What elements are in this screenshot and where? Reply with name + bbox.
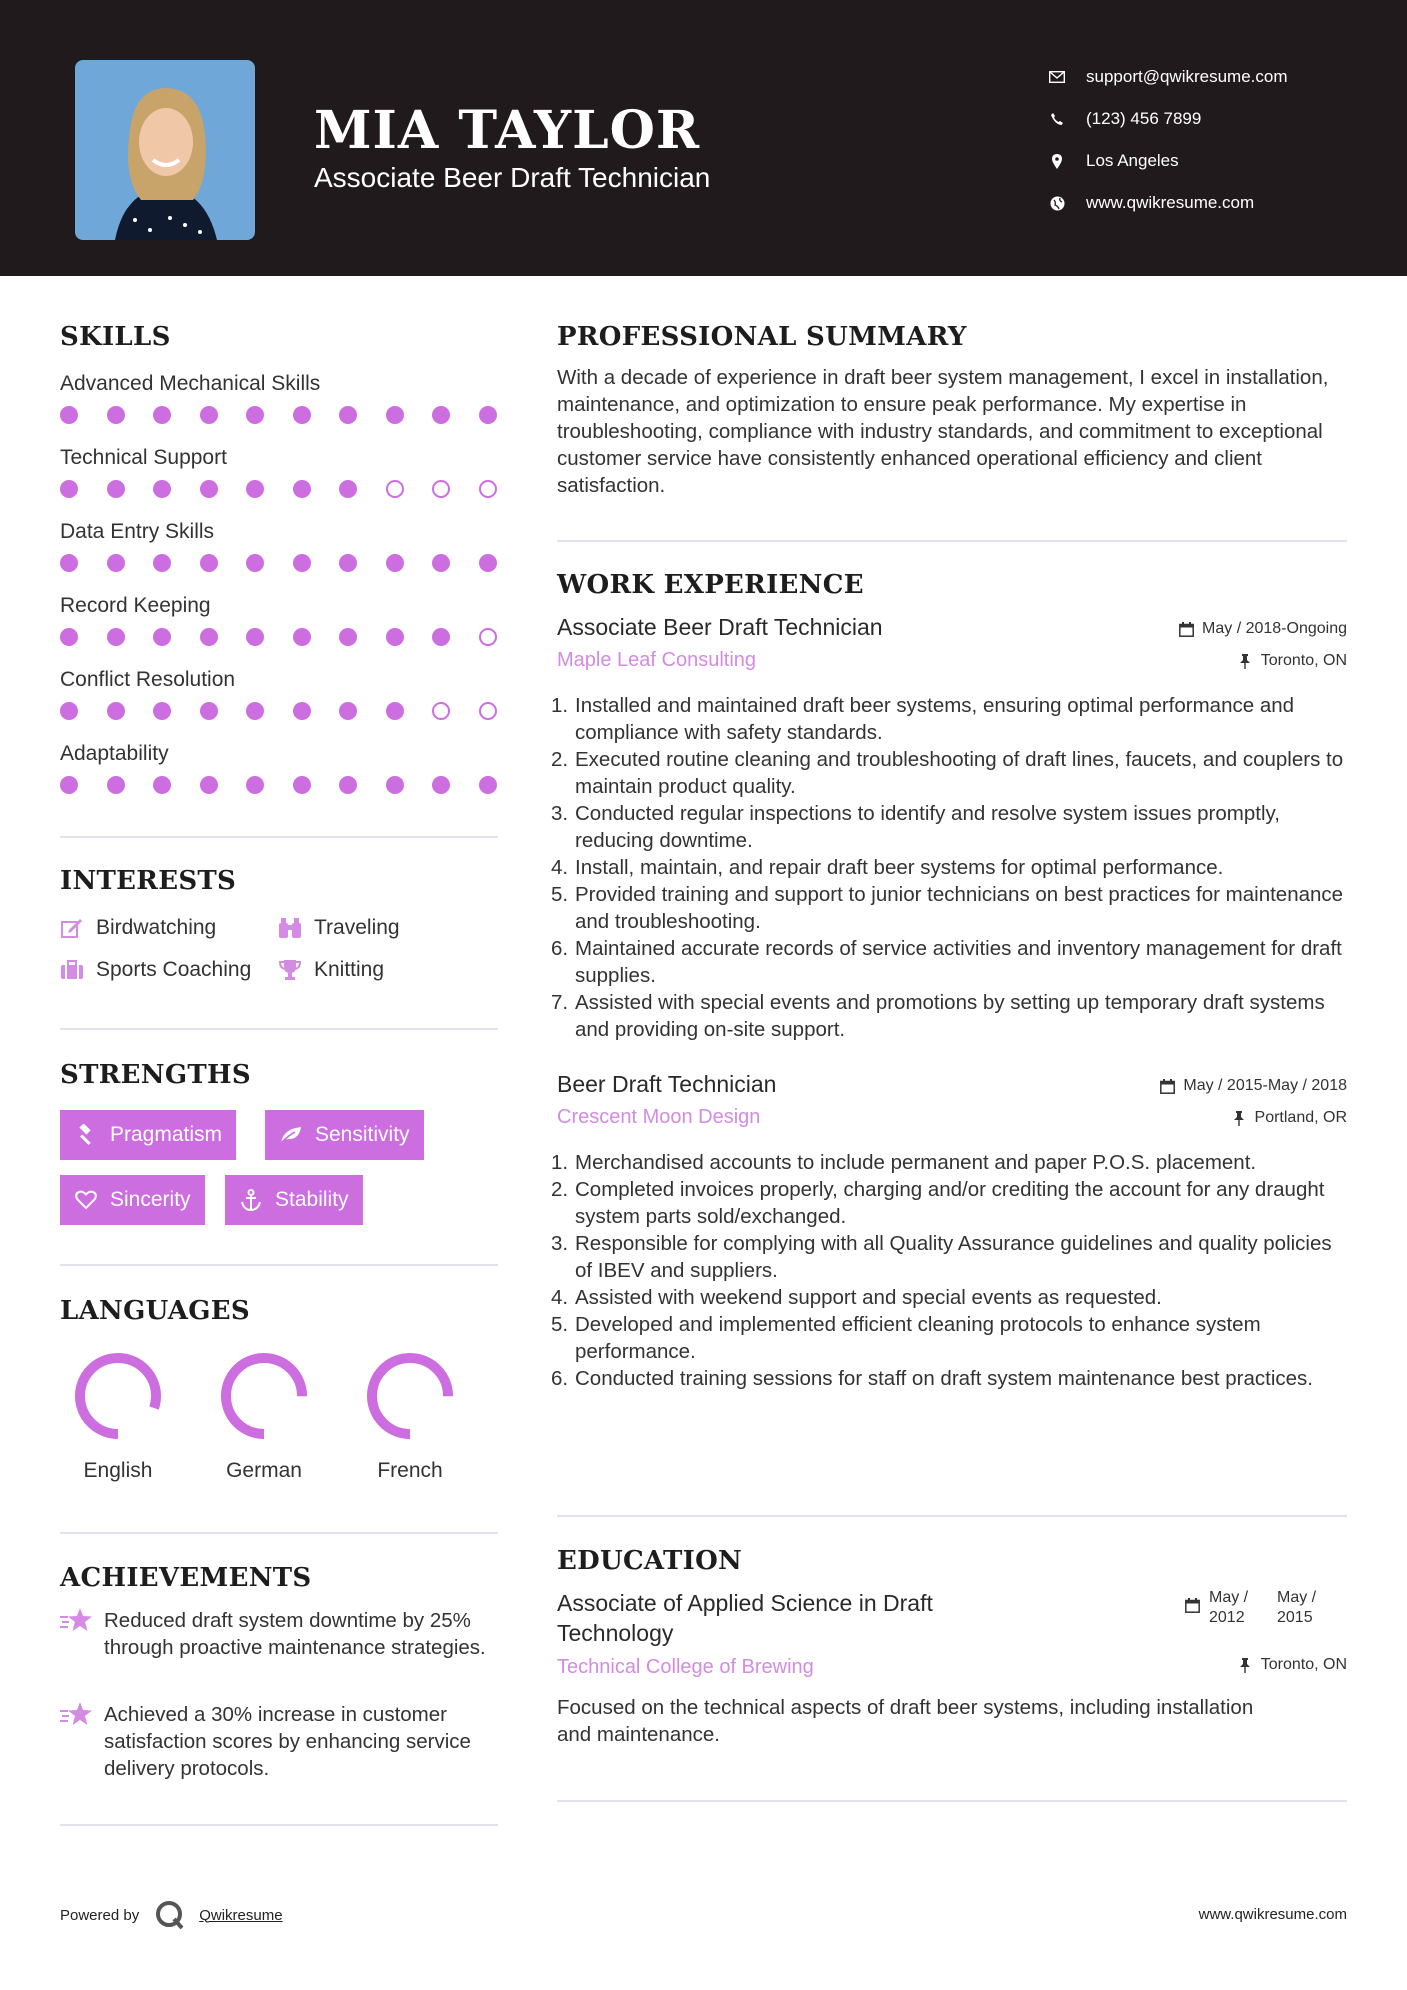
map-pin-icon [1048, 152, 1066, 170]
strength-label: Stability [275, 1188, 349, 1211]
rating-dot-empty [386, 480, 404, 498]
rating-dot-filled [339, 406, 357, 424]
language-item [350, 1346, 470, 1483]
phone-icon [1048, 110, 1066, 128]
rating-dot-filled [153, 406, 171, 424]
skill-rating [60, 476, 498, 518]
rating-dot-filled [60, 406, 78, 424]
interest-item [60, 958, 278, 982]
rating-dot-filled [293, 702, 311, 720]
skill-name: Adaptability [60, 742, 169, 765]
rating-dot-filled [339, 702, 357, 720]
rating-dot-filled [339, 480, 357, 498]
strength-tag [60, 1110, 236, 1160]
education-date [1185, 1588, 1347, 1628]
list-item: 4. Install, maintain, and repair draft beer systems for optimal performance. [551, 856, 1224, 879]
education-school: Technical College of Brewing [557, 1656, 814, 1678]
language-level-ring [214, 1346, 314, 1446]
strength-tag [225, 1175, 363, 1225]
rating-dot-filled [246, 628, 264, 646]
job-location-text: Toronto, ON [1260, 652, 1347, 669]
skill-rating [60, 772, 498, 814]
contact-location-text: Los Angeles [1086, 151, 1179, 170]
language-item [58, 1346, 178, 1483]
rating-dot-filled [153, 480, 171, 498]
rating-dot-filled [293, 776, 311, 794]
interests-heading: INTERESTS [60, 866, 237, 896]
rating-dot-filled [246, 776, 264, 794]
rating-dot-filled [60, 776, 78, 794]
experience-section [551, 570, 1347, 1392]
footer-powered [60, 1900, 283, 1930]
globe-icon [1048, 194, 1066, 212]
list-item: 6. Maintained accurate records of service activities and inventory management for draft supplies. [551, 937, 1342, 987]
rating-dot-filled [293, 554, 311, 572]
rating-dot-filled [200, 480, 218, 498]
strength-tag [265, 1110, 424, 1160]
job-header [557, 1071, 1347, 1135]
interest-label: Birdwatching [96, 916, 217, 939]
rating-dot-filled [153, 628, 171, 646]
summary-heading: PROFESSIONAL SUMMARY [557, 322, 967, 352]
briefcase-icon [60, 958, 84, 982]
list-item: 5. Provided training and support to junior technicians on best practices for maintenance and troubleshooting. [551, 883, 1344, 933]
rating-dot-filled [60, 554, 78, 572]
skill-rating [60, 624, 498, 666]
language-label: German [226, 1459, 302, 1482]
contact-phone-text: (123) 456 7899 [1086, 109, 1202, 128]
language-level-ring [360, 1346, 460, 1446]
experience-heading: WORK EXPERIENCE [557, 570, 864, 600]
language-label: English [83, 1459, 153, 1482]
language-level-arc [372, 1358, 448, 1434]
rating-dot-filled [293, 628, 311, 646]
rating-dot-filled [386, 554, 404, 572]
rating-dot-filled [479, 554, 497, 572]
education-date-end: May / 2015 [1277, 1589, 1317, 1626]
skill-rating [60, 698, 498, 740]
star-icon [60, 1701, 94, 1727]
rating-dot-filled [107, 776, 125, 794]
skill-item [60, 666, 498, 740]
job-bullets [551, 692, 1347, 1043]
interest-label: Traveling [314, 916, 400, 939]
rating-dot-filled [200, 776, 218, 794]
rating-dot-filled [200, 628, 218, 646]
language-level-arc [80, 1358, 156, 1434]
language-level-ring [68, 1346, 168, 1446]
skills-section [60, 322, 498, 814]
job-date-text: May / 2015-May / 2018 [1183, 1077, 1347, 1094]
skill-item [60, 740, 498, 814]
heart-icon [74, 1188, 98, 1212]
language-label: French [377, 1459, 443, 1482]
rating-dot-filled [246, 702, 264, 720]
rating-dot-filled [293, 480, 311, 498]
rating-dot-filled [386, 776, 404, 794]
rating-dot-filled [200, 702, 218, 720]
rating-dot-filled [293, 406, 311, 424]
strength-label: Sensitivity [315, 1123, 410, 1146]
achievements-section [60, 1563, 498, 1793]
rating-dot-filled [60, 702, 78, 720]
rating-dot-filled [386, 628, 404, 646]
profile-photo [75, 60, 255, 240]
education-date-start: May / 2012 [1209, 1589, 1249, 1626]
job-title: Associate Beer Draft Technician [557, 614, 883, 640]
list-item: 2. Executed routine cleaning and troubleshooting of draft lines, faucets, and couplers to maintain product quality. [551, 748, 1344, 798]
skill-name: Advanced Mechanical Skills [60, 372, 321, 395]
rating-dot-filled [246, 480, 264, 498]
contact-website-text: www.qwikresume.com [1086, 193, 1255, 212]
job-date-text: May / 2018-Ongoing [1202, 620, 1347, 637]
rating-dot-filled [339, 554, 357, 572]
rating-dot-empty [432, 702, 450, 720]
job-location-text: Portland, OR [1254, 1109, 1347, 1126]
rating-dot-filled [153, 776, 171, 794]
rating-dot-filled [386, 406, 404, 424]
star-icon [60, 1607, 94, 1633]
contact-email-text: support@qwikresume.com [1086, 67, 1288, 86]
contact-email[interactable] [1048, 56, 1378, 98]
rating-dot-empty [432, 480, 450, 498]
list-item: 1. Installed and maintained draft beer systems, ensuring optimal performance and compliance with safety standards. [551, 694, 1295, 744]
rating-dot-filled [153, 702, 171, 720]
divider [557, 540, 1347, 542]
interest-item [60, 916, 278, 940]
divider [60, 1028, 498, 1030]
divider [557, 1515, 1347, 1517]
skill-item [60, 370, 498, 444]
skill-rating [60, 550, 498, 592]
rating-dot-filled [107, 406, 125, 424]
rating-dot-filled [107, 480, 125, 498]
rating-dot-filled [246, 554, 264, 572]
contact-list [1048, 56, 1378, 224]
interests-list [60, 916, 498, 982]
list-item: 6. Conducted training sessions for staff on draft system maintenance best practices. [551, 1367, 1313, 1390]
job-title: Beer Draft Technician [557, 1071, 777, 1097]
divider [60, 1264, 498, 1266]
strength-tag [60, 1175, 205, 1225]
anchor-icon [239, 1188, 263, 1212]
education-text: Focused on the technical aspects of draft beer systems, including installation and maintenance. [557, 1696, 1254, 1746]
achievement-item [60, 1607, 499, 1661]
job-location [1237, 652, 1347, 670]
leaf-icon [279, 1123, 303, 1147]
qwikresume-link[interactable]: Qwikresume [199, 1906, 283, 1924]
list-item: 7. Assisted with special events and promotions by setting up temporary draft systems and providing on-site support. [551, 991, 1325, 1041]
education-section [557, 1546, 1347, 1748]
job-bullets [551, 1149, 1347, 1392]
job-header [557, 614, 1347, 678]
trophy-icon [278, 958, 302, 982]
language-level-arc [226, 1358, 302, 1434]
interest-label: Sports Coaching [96, 958, 252, 981]
rating-dot-filled [60, 628, 78, 646]
candidate-name: MIA TAYLOR [314, 100, 701, 161]
rating-dot-filled [107, 702, 125, 720]
rating-dot-filled [432, 628, 450, 646]
gavel-icon [74, 1123, 98, 1147]
rating-dot-filled [153, 554, 171, 572]
calendar-icon [1185, 1598, 1201, 1614]
contact-location [1048, 140, 1378, 182]
footer-url[interactable]: www.qwikresume.com [1198, 1906, 1347, 1923]
strength-label: Pragmatism [110, 1123, 223, 1146]
skill-name: Conflict Resolution [60, 668, 236, 691]
divider [60, 836, 498, 838]
contact-phone[interactable] [1048, 98, 1378, 140]
rating-dot-filled [246, 406, 264, 424]
rating-dot-filled [339, 628, 357, 646]
skill-item [60, 518, 498, 592]
education-location [1237, 1656, 1347, 1674]
rating-dot-empty [479, 702, 497, 720]
strengths-section [60, 1060, 498, 1240]
rating-dot-filled [200, 406, 218, 424]
strengths-heading: STRENGTHS [60, 1060, 251, 1090]
skill-name: Record Keeping [60, 594, 211, 617]
achievement-item [60, 1701, 499, 1782]
candidate-title: Associate Beer Draft Technician [314, 162, 711, 193]
rating-dot-filled [107, 554, 125, 572]
list-item: 5. Developed and implemented efficient cleaning protocols to enhance system performance. [551, 1313, 1261, 1363]
rating-dot-filled [479, 776, 497, 794]
list-item: 3. Conducted regular inspections to identify and resolve system issues promptly, reducing downtime. [551, 802, 1280, 852]
rating-dot-filled [339, 776, 357, 794]
education-heading: EDUCATION [557, 1546, 743, 1576]
job-date [1159, 1077, 1347, 1095]
education-location-text: Toronto, ON [1260, 1656, 1347, 1673]
list-item: 2. Completed invoices properly, charging and/or crediting the account for any draught system parts sold/exchanged. [551, 1178, 1325, 1228]
calendar-icon [1159, 1078, 1175, 1094]
job-date [1178, 620, 1347, 638]
pushpin-icon [1237, 653, 1253, 669]
list-item: 4. Assisted with weekend support and special events as requested. [551, 1286, 1162, 1309]
contact-website[interactable] [1048, 182, 1378, 224]
strength-label: Sincerity [110, 1188, 191, 1211]
envelope-icon [1048, 68, 1066, 86]
achievement-text: Reduced draft system downtime by 25% through proactive maintenance strategies. [104, 1609, 486, 1659]
education-header [557, 1588, 1347, 1688]
skills-list [60, 370, 498, 814]
rating-dot-filled [200, 554, 218, 572]
binoculars-icon [278, 916, 302, 940]
list-item: 3. Responsible for complying with all Quality Assurance guidelines and quality policies of IBEV and suppliers. [551, 1232, 1332, 1282]
rating-dot-filled [107, 628, 125, 646]
rating-dot-filled [60, 480, 78, 498]
rating-dot-filled [479, 406, 497, 424]
divider [60, 1532, 498, 1534]
summary-text: With a decade of experience in draft beer system management, I excel in installation, maintenance, and optimization to ensure peak performance. My expertise in troubleshooting, compliance with industry standards, and commitment to exceptional customer service have consistently enhanced operational efficiency and client satisfaction. [557, 366, 1329, 497]
rating-dot-filled [386, 702, 404, 720]
interests-section [60, 866, 498, 982]
divider [60, 1824, 498, 1826]
achievements-heading: ACHIEVEMENTS [60, 1563, 312, 1593]
calendar-icon [1178, 621, 1194, 637]
rating-dot-filled [432, 554, 450, 572]
interest-label: Knitting [314, 958, 385, 981]
language-item [204, 1346, 324, 1483]
skills-heading: SKILLS [60, 322, 171, 352]
languages-section [60, 1296, 498, 1496]
skill-item [60, 592, 498, 666]
list-item: 1. Merchandised accounts to include permanent and paper P.O.S. placement. [551, 1151, 1257, 1174]
skill-item [60, 444, 498, 518]
skill-name: Data Entry Skills [60, 520, 215, 543]
powered-by-label: Powered by [60, 1906, 140, 1924]
education-degree: Associate of Applied Science in Draft Technology [557, 1590, 933, 1646]
interest-item [278, 916, 478, 940]
job-company: Maple Leaf Consulting [557, 649, 757, 671]
summary-section [557, 322, 1347, 499]
pushpin-icon [1237, 1657, 1253, 1673]
rating-dot-filled [432, 776, 450, 794]
divider [557, 1800, 1347, 1802]
achievement-text: Achieved a 30% increase in customer satisfaction scores by enhancing service delivery protocols. [104, 1703, 471, 1780]
interest-item [278, 958, 478, 982]
pushpin-icon [1231, 1110, 1247, 1126]
qwikresume-logo-icon [155, 1900, 185, 1930]
skill-rating [60, 402, 498, 444]
skill-name: Technical Support [60, 446, 227, 469]
languages-heading: LANGUAGES [60, 1296, 250, 1326]
resume-header [0, 0, 1407, 276]
job-company: Crescent Moon Design [557, 1106, 761, 1128]
job-location [1231, 1109, 1347, 1127]
rating-dot-empty [479, 480, 497, 498]
pencil-square-icon [60, 916, 84, 940]
rating-dot-filled [432, 406, 450, 424]
rating-dot-empty [479, 628, 497, 646]
